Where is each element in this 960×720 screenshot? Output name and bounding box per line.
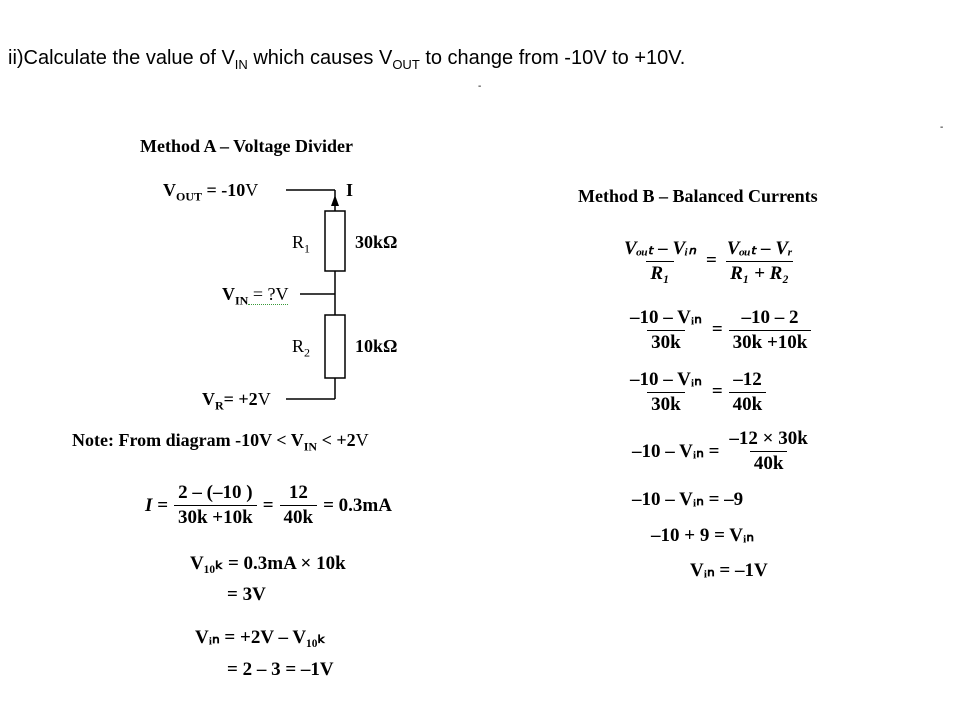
balanced-equation-general: $\frac{\text{Vₒᵤₜ – Vᵢₙ}}{\text{R₁}}$ = $\frac{\text{Vₒᵤₜ – Vᵣ}}{\text{R₁ + R₂}}$ [624, 238, 793, 284]
current-label: I [346, 180, 354, 200]
current-equation: I = $\frac{2 - (-10 )}{30k +10k}$ = $\frac{12}{40k}$ = 0.3mA [145, 482, 392, 528]
vout-label: $V_{OUT} = -10V$ [163, 180, 259, 204]
current-arrow-icon [331, 195, 339, 206]
balanced-equation-substituted: $\frac{\text{–10 – Vᵢₙ}}{30k}$ = $\frac{-10 - 2}{30k +10k}$ [626, 306, 811, 354]
vr-label: $V_R= +2V$ [202, 389, 271, 413]
vin-label: $V_{IN}$ = ?V [222, 284, 289, 308]
balanced-equation-simplified: $\frac{\text{–10 – Vᵢₙ}}{30k}$ = $\frac{-12}{40k}$ [626, 368, 766, 416]
r2-value: 10kΩ [355, 336, 398, 356]
method-a-heading: Method A – Voltage Divider [140, 136, 354, 156]
stray-mark: - [478, 81, 482, 92]
stray-mark: - [940, 122, 944, 133]
balanced-equation-result: Vᵢₙ = –1V [690, 560, 768, 581]
method-b-heading: Method B – Balanced Currents [578, 186, 818, 206]
vin-equation: Vᵢₙ = +2V – V₁₀ₖ [195, 627, 326, 648]
note-text: Note: From diagram $-10V < V_{IN} < +2V$ [72, 430, 369, 454]
v10k-result: = 3V [227, 584, 266, 605]
question-text: ii)Calculate the value of $V_{IN}$ which causes $V_{OUT}$ to change from -10V to +10V. [8, 47, 686, 72]
r2-resistor [325, 315, 345, 378]
r1-resistor [325, 211, 345, 271]
balanced-equation-rearranged: –10 – Vᵢₙ = $\frac{-12 \times 30k}{40k}$ [632, 428, 808, 474]
balanced-equation-step5: –10 – Vᵢₙ = –9 [632, 489, 744, 510]
v10k-equation: V₁₀ₖ = 0.3mA × 10k [190, 553, 346, 574]
r1-label: $R_1$ [292, 232, 311, 256]
r2-label: $R_2$ [292, 336, 311, 360]
r1-value: 30kΩ [355, 232, 398, 252]
balanced-equation-step6: –10 + 9 = Vᵢₙ [651, 525, 754, 546]
vin-result: = 2 – 3 = –1V [227, 659, 334, 680]
